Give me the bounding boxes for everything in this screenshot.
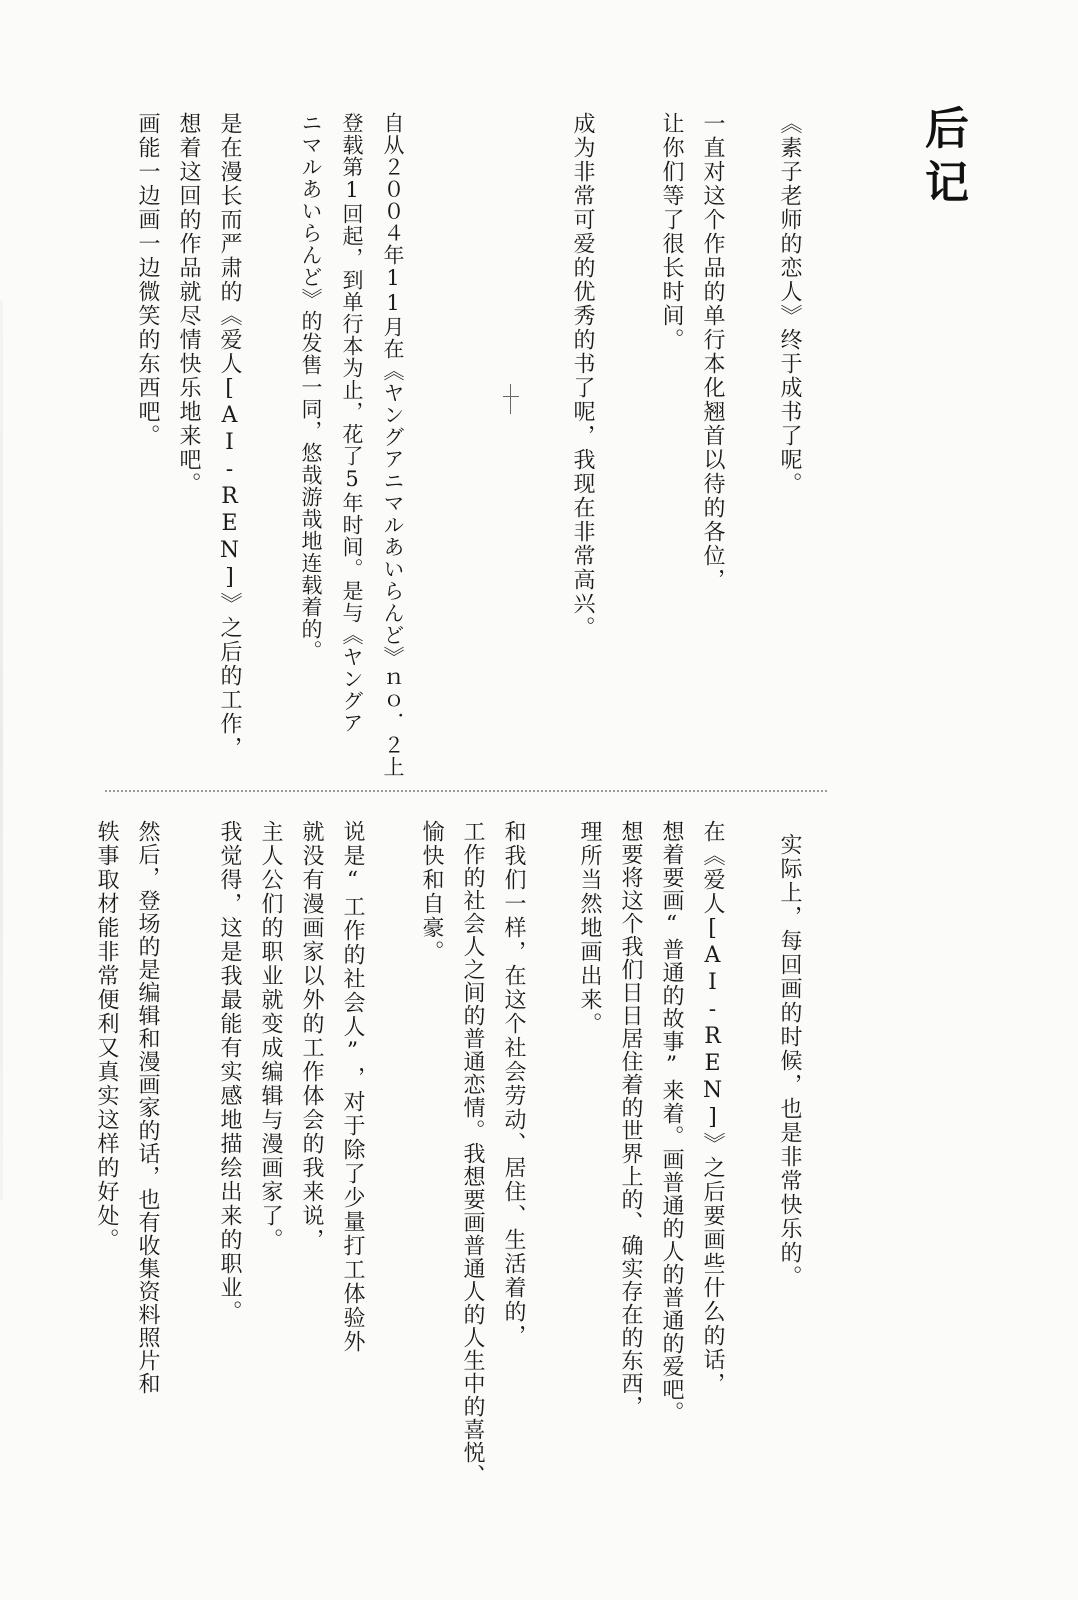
bottom-line-6: 和我们一样，在这个社会劳动、居住、生活着的， (501, 820, 526, 1348)
page-title: 后记 (917, 105, 968, 213)
bottom-line-10: 就没有漫画家以外的工作体会的我来说， (299, 820, 324, 1252)
bottom-line-2: 在《爱人[AI-REN]》之后要画些什么的话， (700, 820, 725, 1396)
bottom-line-13: 然后，登场的是编辑和漫画家的话，也有收集资料照片和 (135, 820, 160, 1395)
top-line-2: 一直对这个作品的单行本化翘首以待的各位， (700, 112, 725, 592)
bottom-line-9: 说是“工作的社会人”，对于除了少量打工体验外 (340, 820, 365, 1354)
cross-mark (503, 384, 519, 414)
bottom-line-5: 理所当然地画出来。 (577, 820, 602, 1036)
bottom-line-14: 轶事取材能非常便利又真实这样的好处。 (94, 820, 119, 1252)
top-line-1: 《素子老师的恋人》终于成书了呢。 (777, 112, 802, 496)
top-line-9: 想着这回的作品就尽情快乐地来吧。 (176, 112, 201, 496)
top-line-8: 是在漫长而严肃的《爱人[AI-REN]》之后的工作， (217, 112, 242, 760)
bottom-line-4: 想要将这个我们日日居住着的世界上的、确实存在的东西， (618, 820, 643, 1418)
top-line-3: 让你们等了很长时间。 (659, 112, 684, 352)
bottom-line-11: 主人公们的职业就变成编辑与漫画家了。 (258, 820, 283, 1252)
dotted-divider (105, 790, 827, 792)
top-line-4: 成为非常可爱的优秀的书了呢，我现在非常高兴。 (570, 112, 595, 640)
page-edge-shadow (0, 300, 3, 1200)
top-line-7: ニマルあいらんど》的发售一同，悠哉游哉地连载着的。 (299, 112, 323, 662)
bottom-line-12: 我觉得，这是我最能有实感地描绘出来的职业。 (217, 820, 242, 1324)
top-line-10: 画能一边画一边微笑的东西吧。 (135, 112, 160, 448)
top-line-6: 登载第1回起，到单行本为止，花了5年时间。是与《ヤングア (340, 112, 364, 734)
bottom-line-7: 工作的社会人之间的普通恋情。我想要画普通人的人生中的喜悦、 (460, 820, 485, 1487)
top-line-5: 自从２００４年11月在《ヤングアニマルあいらんど》ｎｏ．２上 (381, 112, 405, 778)
bottom-line-1: 实际上，每回画的时候，也是非常快乐的。 (777, 833, 802, 1289)
bottom-line-3: 想着要画“普通的故事”来着。画普通的人的普通的爱吧。 (659, 820, 684, 1424)
bottom-line-8: 愉快和自豪。 (419, 820, 444, 964)
